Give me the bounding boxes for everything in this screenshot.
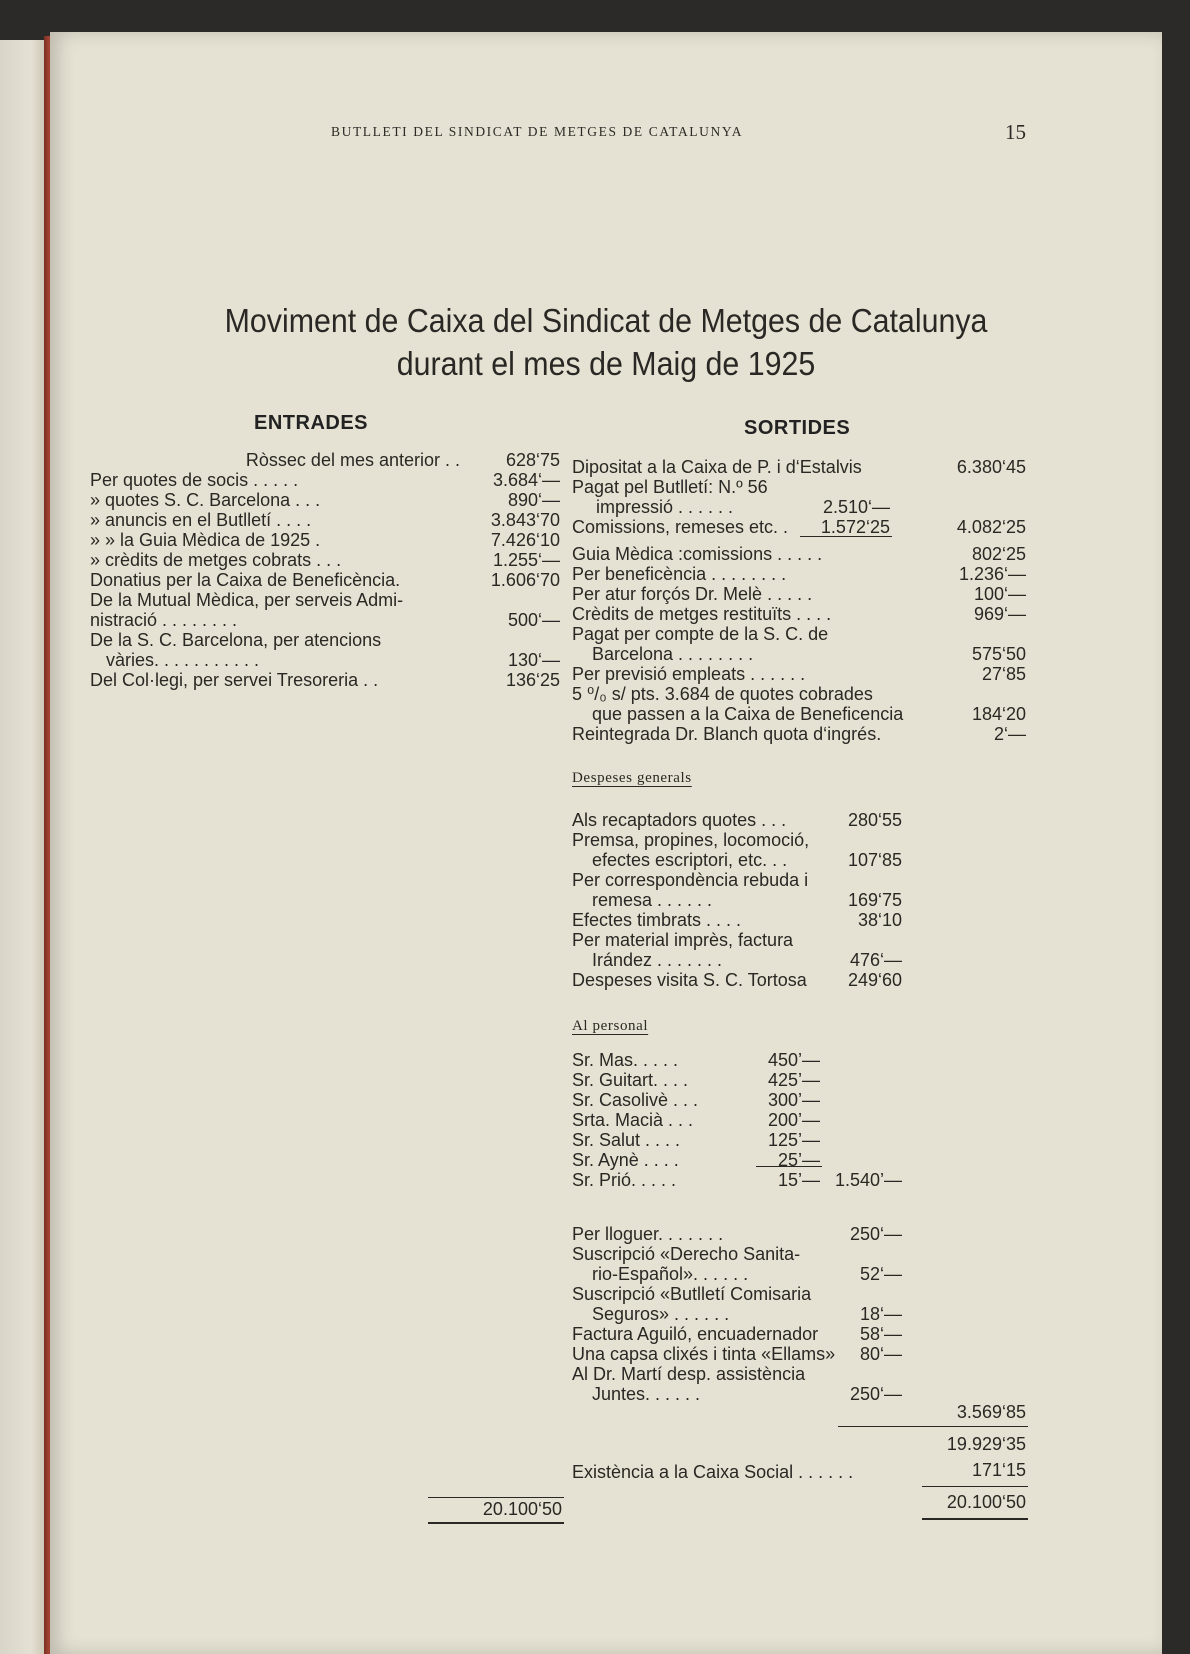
altres-row-label: Juntes. . . . . . [592, 1384, 701, 1404]
entrades-row-label: » » la Guia Mèdica de 1925 . [90, 530, 321, 550]
page-number: 15 [1005, 120, 1026, 144]
sortides-row-amount: 184‘20 [971, 704, 1026, 724]
sortides-mid-rule [800, 536, 892, 537]
personal-row-name: Sr. Prió. . . . . [572, 1170, 677, 1190]
despeses-row-label: Per correspondència rebuda i [572, 870, 809, 890]
sortides-total-rule [922, 1486, 1028, 1487]
personal-sum-rule [756, 1166, 822, 1167]
despeses-row-label: remesa . . . . . . [592, 890, 713, 910]
altres-row-amount: 250‘— [849, 1224, 902, 1244]
entrades-row-amount: 130‘— [507, 650, 560, 670]
altres-row-label: Per lloguer. . . . . . . [572, 1224, 724, 1244]
despeses-generals-heading: Despeses generals [572, 770, 692, 786]
sortides-row-amount: 575‘50 [971, 644, 1026, 664]
altres-row-label: Seguros» . . . . . . [592, 1304, 730, 1324]
sortides-row-amount: 4.082‘25 [956, 517, 1026, 537]
despeses-row-amount: 38‘10 [857, 910, 902, 930]
entrades-total-underline [428, 1522, 564, 1524]
sortides-row-amount: 27‘85 [981, 664, 1026, 684]
entrades-row-amount: 1.255‘— [492, 550, 560, 570]
personal-row-name: Sr. Casolivè . . . [572, 1090, 699, 1110]
despeses-row-amount: 476‘— [849, 950, 902, 970]
entrades-total: 20.100‘50 [482, 1499, 562, 1519]
entrades-row-amount: 890‘— [507, 490, 560, 510]
sortides-subtotal: 19.929‘35 [946, 1434, 1026, 1454]
personal-row-name: Sr. Aynè . . . . [572, 1150, 679, 1170]
page-title-line-1: Moviment de Caixa del Sindicat de Metges de Catalunya [224, 302, 988, 339]
despeses-row-label: Per material imprès, factura [572, 930, 794, 950]
despeses-row-label: efectes escriptori, etc. . . [592, 850, 788, 870]
sortides-row-label: impressió . . . . . . [596, 497, 734, 517]
personal-row-name: Sr. Mas. . . . . [572, 1050, 679, 1070]
sortides-row-label: Comissions, remeses etc. . [572, 517, 789, 537]
sortides-row-label: que passen a la Caixa de Beneficencia [592, 704, 904, 724]
entrades-heading: ENTRADES [254, 412, 369, 434]
entrades-row-label: nistració . . . . . . . . [90, 610, 238, 630]
altres-row-amount: 58‘— [859, 1324, 902, 1344]
sortides-row-amount: 1.236‘— [958, 564, 1026, 584]
sortides-row-amount: 100‘— [973, 584, 1026, 604]
despeses-row-label: Despeses visita S. C. Tortosa [572, 970, 807, 990]
sortides-row-label: 5 ⁰/₀ s/ pts. 3.684 de quotes cobrades [572, 684, 873, 704]
personal-row-amount: 450’— [767, 1050, 820, 1070]
sortides-sum-rule [838, 1426, 1028, 1427]
altres-row-label: Al Dr. Martí desp. assistència [572, 1364, 806, 1384]
page-title-line-2: durant el mes de Maig de 1925 [396, 345, 816, 382]
despeses-row-amount: 280‘55 [847, 810, 902, 830]
entrades-row-amount: 500‘— [507, 610, 560, 630]
entrades-row-amount: 136‘25 [505, 670, 560, 690]
sortides-row-label: Reintegrada Dr. Blanch quota d‘ingrés. [572, 724, 882, 744]
altres-row-label: Suscripció «Derecho Sanita- [572, 1244, 801, 1264]
sortides-row-label: Dipositat a la Caixa de P. i d‘Estalvis [572, 457, 862, 477]
personal-subtotal: 1.540’— [834, 1170, 902, 1190]
despeses-row-label: Efectes timbrats . . . . [572, 910, 742, 930]
sortides-total: 20.100‘50 [946, 1492, 1026, 1512]
personal-row-amount: 15’— [777, 1170, 820, 1190]
sortides-row-label: Per previsió empleats . . . . . . [572, 664, 806, 684]
document-page [50, 32, 1162, 1654]
personal-row-amount: 125’— [767, 1130, 820, 1150]
altres-row-amount: 18‘— [859, 1304, 902, 1324]
existencia-label: Existència a la Caixa Social . . . . . . [572, 1462, 854, 1482]
despeses-row-amount: 107‘85 [847, 850, 902, 870]
despeses-row-label: Premsa, propines, locomoció, [572, 830, 810, 850]
sortides-row-label: Crèdits de metges restituïts . . . . [572, 604, 832, 624]
sortides-row-label: Guia Mèdica :comissions . . . . . [572, 544, 823, 564]
personal-row-amount: 25’— [777, 1150, 820, 1170]
entrades-row-amount: 3.684‘— [492, 470, 560, 490]
personal-row-amount: 425’— [767, 1070, 820, 1090]
personal-row-name: Sr. Salut . . . . [572, 1130, 681, 1150]
altres-row-label: Suscripció «Butlletí Comisaria [572, 1284, 812, 1304]
sortides-row-amount: 6.380‘45 [956, 457, 1026, 477]
entrades-row-amount: 1.606‘70 [490, 570, 560, 590]
altres-row-amount: 52‘— [859, 1264, 902, 1284]
entrades-row-amount: 3.843‘70 [490, 510, 560, 530]
entrades-row-label: » quotes S. C. Barcelona . . . [90, 490, 321, 510]
running-header: BUTLLETI DEL SINDICAT DE METGES DE CATALUNYA [331, 124, 744, 139]
entrades-row-label: De la S. C. Barcelona, per atencions [90, 630, 382, 650]
altres-row-label: Una capsa clixés i tinta «Ellams» [572, 1344, 836, 1364]
sortides-row-label: Pagat per compte de la S. C. de [572, 624, 829, 644]
personal-row-amount: 200’— [767, 1110, 820, 1130]
sortides-total-underline [922, 1518, 1028, 1520]
sortides-row-label: Pagat pel Butlletí: N.º 56 [572, 477, 768, 497]
despeses-row-label: Irández . . . . . . . [592, 950, 723, 970]
sortides-row-label: Barcelona . . . . . . . . [592, 644, 754, 664]
entrades-row-amount: 628‘75 [505, 450, 560, 470]
altres-row-amount: 250‘— [849, 1384, 902, 1404]
sortides-row-label: Per beneficència . . . . . . . . [572, 564, 787, 584]
sortides-row-amount: 2‘— [993, 724, 1026, 744]
entrades-row-label: » crèdits de metges cobrats . . . [90, 550, 342, 570]
despeses-row-label: Als recaptadors quotes . . . [572, 810, 787, 830]
altres-row-label: Factura Aguiló, encuadernador [572, 1324, 819, 1344]
personal-row-amount: 300’— [767, 1090, 820, 1110]
altres-group-total: 3.569‘85 [956, 1402, 1026, 1422]
entrades-row-label: Ròssec del mes anterior . . [245, 450, 460, 470]
entrades-row-amount: 7.426‘10 [490, 530, 560, 550]
sortides-row-mid-amount: 1.572‘25 [820, 517, 890, 537]
entrades-row-label: Donatius per la Caixa de Beneficència. [90, 570, 401, 590]
altres-row-label: rio-Español». . . . . . [592, 1264, 749, 1284]
sortides-row-amount: 969‘— [973, 604, 1026, 624]
existencia-amount: 171‘15 [971, 1460, 1026, 1480]
entrades-row-label: Per quotes de socis . . . . . [90, 470, 299, 490]
sortides-row-label: Per atur forçós Dr. Melè . . . . . [572, 584, 813, 604]
entrades-total-rule [428, 1497, 564, 1498]
sortides-row-mid-amount: 2.510‘— [822, 497, 890, 517]
entrades-row-label: vàries. . . . . . . . . . . [106, 650, 260, 670]
previous-page-edge [0, 40, 46, 1654]
sortides-heading: SORTIDES [744, 417, 851, 439]
entrades-row-label: De la Mutual Mèdica, per serveis Admi- [90, 590, 404, 610]
personal-row-name: Srta. Macià . . . [572, 1110, 694, 1130]
entrades-row-label: Del Col·legi, per servei Tresoreria . . [90, 670, 379, 690]
entrades-row-label: » anuncis en el Butlletí . . . . [90, 510, 312, 530]
despeses-row-amount: 169‘75 [847, 890, 902, 910]
al-personal-heading: Al personal [572, 1018, 649, 1034]
despeses-row-amount: 249‘60 [847, 970, 902, 990]
altres-row-amount: 80‘— [859, 1344, 902, 1364]
personal-row-name: Sr. Guitart. . . . [572, 1070, 689, 1090]
sortides-row-amount: 802‘25 [971, 544, 1026, 564]
